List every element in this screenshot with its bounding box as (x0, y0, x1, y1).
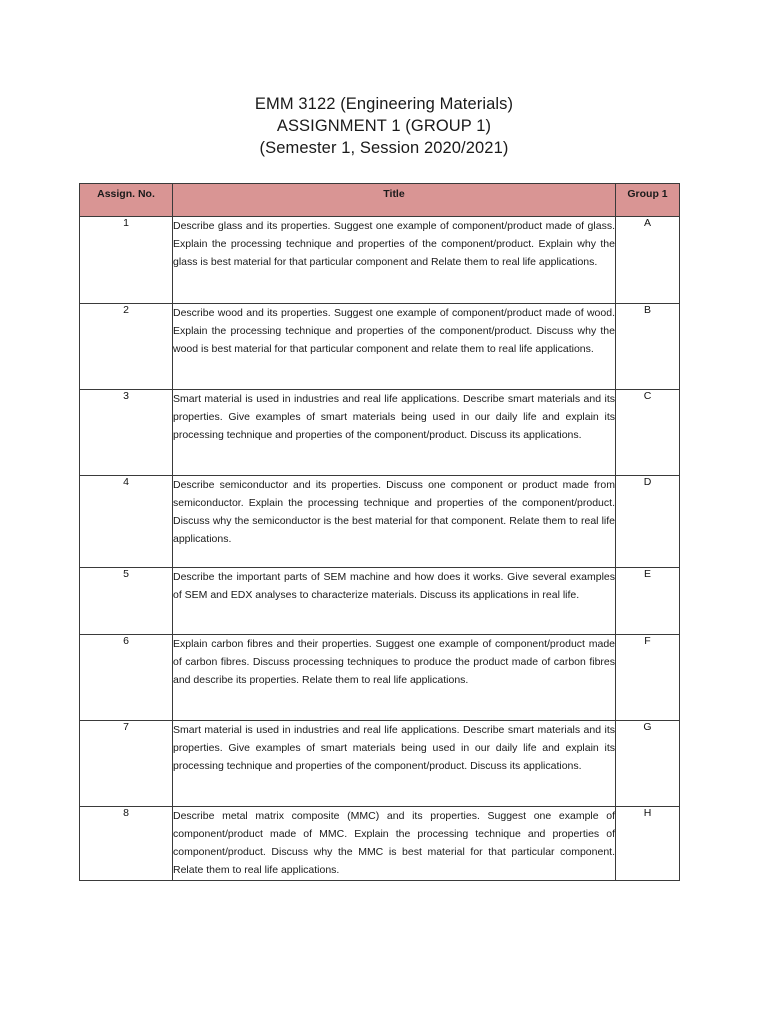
semester-info: (Semester 1, Session 2020/2021) (259, 139, 509, 157)
row-title: Smart material is used in industries and real life applications. Describe smart materials and its properties. Give examples of smart materials being used in our daily life and explain its processing technique and properties of the component/product. Discuss its applications. (173, 390, 616, 476)
row-assign-no: 5 (80, 568, 173, 635)
row-title: Describe metal matrix composite (MMC) and its properties. Suggest one example of component/product made of MMC. Explain the processing technique and properties of component/product. Discuss why the MMC is best material for that particular component. Relate them to real life applications. (173, 807, 616, 881)
table-header-row (80, 184, 680, 217)
row-title: Describe semiconductor and its properties. Discuss one component or product made from semiconductor. Explain the processing technique and properties of the component/product. Discuss why the semiconductor is the best material for that component. Relate them to real life applications. (173, 476, 616, 568)
row-assign-no: 2 (80, 304, 173, 390)
row-assign-no: 6 (80, 635, 173, 721)
row-assign-no: 3 (80, 390, 173, 476)
table-row (80, 807, 680, 881)
row-group: B (616, 304, 680, 390)
table-row (80, 390, 680, 476)
row-group: A (616, 217, 680, 304)
row-title: Describe glass and its properties. Suggest one example of component/product made of glass. Explain the processing technique and properties of the component/product. Explain why the glass is best material for that particular component and Relate them to real life applications. (173, 217, 616, 304)
table-row (80, 304, 680, 390)
table-row (80, 721, 680, 807)
header-group: Group 1 (616, 184, 680, 217)
row-title: Describe wood and its properties. Suggest one example of component/product made of wood. Explain the processing technique and properties of the component/product. Discuss why the wood is best material for that particular component and relate them to real life applications. (173, 304, 616, 390)
row-group: E (616, 568, 680, 635)
header-title: Title (173, 184, 616, 217)
row-group: C (616, 390, 680, 476)
document-heading (0, 93, 768, 159)
row-group: F (616, 635, 680, 721)
assignment-title: ASSIGNMENT 1 (GROUP 1) (276, 117, 492, 135)
row-group: H (616, 807, 680, 881)
row-title: Explain carbon fibres and their properties. Suggest one example of component/product made of carbon fibres. Discuss processing techniques to produce the product made of carbon fibres and describe its properties. Relate them to real life applications. (173, 635, 616, 721)
course-title: EMM 3122 (Engineering Materials) (254, 95, 514, 113)
table-row (80, 217, 680, 304)
row-assign-no: 7 (80, 721, 173, 807)
table-row (80, 568, 680, 635)
table-row (80, 476, 680, 568)
row-title: Smart material is used in industries and real life applications. Describe smart materials and its properties. Give examples of smart materials being used in our daily life and explain its processing technique and properties of the component/product. Discuss its applications. (173, 721, 616, 807)
table-row (80, 635, 680, 721)
row-title: Describe the important parts of SEM machine and how does it works. Give several examples of SEM and EDX analyses to characterize materials. Discuss its applications in real life. (173, 568, 616, 635)
row-assign-no: 8 (80, 807, 173, 881)
row-assign-no: 4 (80, 476, 173, 568)
row-group: G (616, 721, 680, 807)
header-assign-no: Assign. No. (80, 184, 173, 217)
assignment-table (79, 183, 680, 881)
row-group: D (616, 476, 680, 568)
row-assign-no: 1 (80, 217, 173, 304)
